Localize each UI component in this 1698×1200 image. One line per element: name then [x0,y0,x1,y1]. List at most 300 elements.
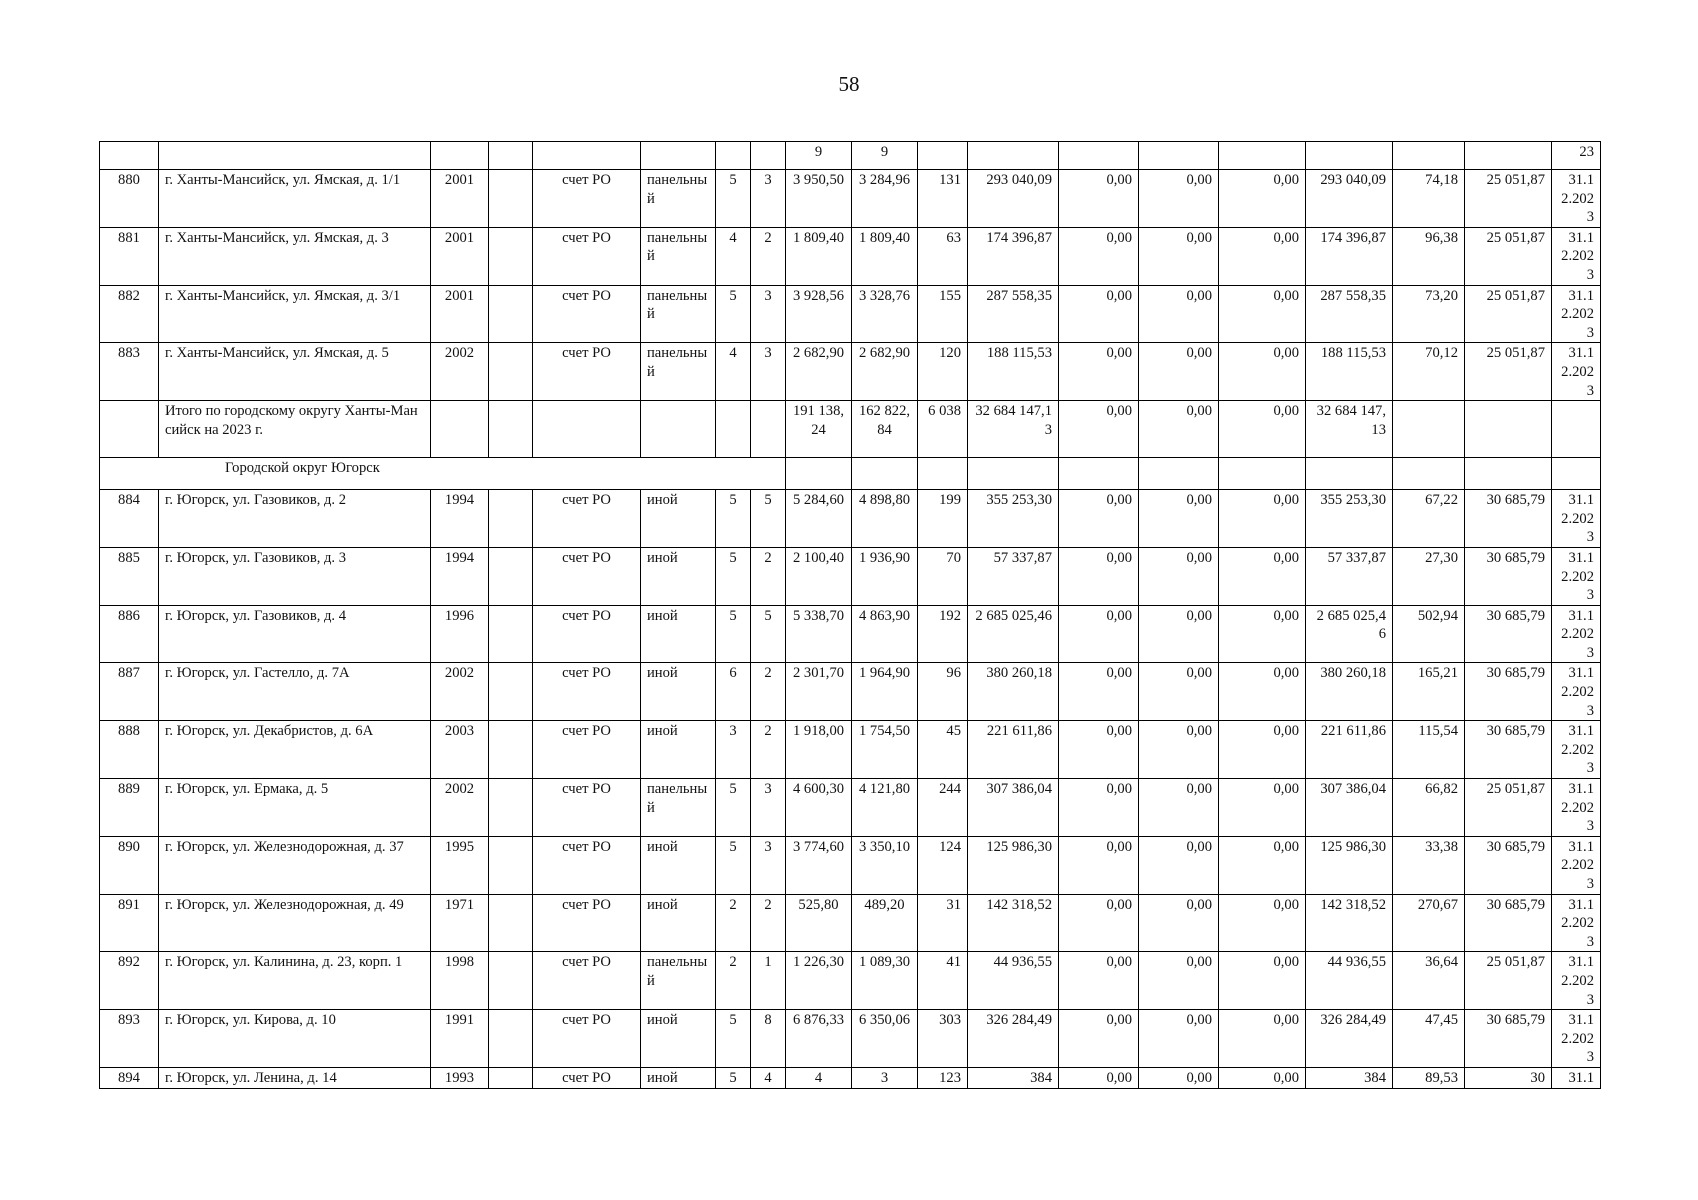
cell-cost-owners: 307 386,04 [1306,779,1393,837]
cell-cost-owners: 221 611,86 [1306,721,1393,779]
cell-fund: счет РО [533,1067,641,1088]
cell-entrances: 3 [751,170,786,228]
cell-empty [489,836,533,894]
cell-area-total: 1 918,00 [786,721,852,779]
cell-empty [100,401,159,458]
cell-fund-a: 0,00 [1059,490,1139,548]
cell-empty [533,401,641,458]
cell-entrances: 5 [751,490,786,548]
cell-fund-a: 0,00 [1059,1067,1139,1088]
table-row [100,952,1601,1010]
cell-area-res: 1 089,30 [852,952,918,1010]
cell-number: 894 [100,1067,159,1088]
cell-empty [489,285,533,343]
cell-number: 889 [100,779,159,837]
cell-wall-type: иной [641,836,716,894]
cell-floors: 5 [716,547,751,605]
cell-people: 96 [918,663,968,721]
table-row [100,285,1601,343]
cell-fund-c: 0,00 [1219,663,1306,721]
cell-number: 891 [100,894,159,952]
cell-fund-a: 0,00 [1059,401,1139,458]
table-row-continuation [100,142,1601,170]
cell-area-total: 2 682,90 [786,343,852,401]
cell-cost-owners: 355 253,30 [1306,490,1393,548]
cell-year: 1993 [431,1067,489,1088]
cell-address: г. Ханты-Мансийск, ул. Ямская, д. 3 [159,227,431,285]
cell-entrances: 2 [751,721,786,779]
table-row [100,547,1601,605]
cell-number: 883 [100,343,159,401]
cell-cost-owners: 44 936,55 [1306,952,1393,1010]
cell-entrances: 2 [751,894,786,952]
cell-fund-a: 0,00 [1059,285,1139,343]
cell-limit: 30 685,79 [1465,894,1552,952]
section-caption: Городской округ Югорск [100,458,786,490]
table-row [100,227,1601,285]
cell-year: 2001 [431,170,489,228]
table-row [100,779,1601,837]
cell-number: 890 [100,836,159,894]
cell-people: 70 [918,547,968,605]
cell-unit-cost: 96,38 [1393,227,1465,285]
table-row [100,605,1601,663]
cell-floors: 4 [716,343,751,401]
cell-number: 886 [100,605,159,663]
cell-cost-owners: 125 986,30 [1306,836,1393,894]
cell-cost-owners: 142 318,52 [1306,894,1393,952]
cell-wall-type: иной [641,1067,716,1088]
cell-number: 884 [100,490,159,548]
cell-people: 123 [918,1067,968,1088]
cell-year: 2002 [431,663,489,721]
cell-floors: 5 [716,285,751,343]
cell-fund: счет РО [533,836,641,894]
cell-wall-type: панельный [641,227,716,285]
table-row [100,894,1601,952]
cell-empty [716,401,751,458]
cell-number: 882 [100,285,159,343]
cell-unit-cost: 36,64 [1393,952,1465,1010]
cell-fund: счет РО [533,227,641,285]
cell-date: 31.12.2023 [1552,170,1601,228]
cell-area-res: 489,20 [852,894,918,952]
cell-area-total: 3 950,50 [786,170,852,228]
cell-date: 31.12.2023 [1552,779,1601,837]
cell-fund-c: 0,00 [1219,343,1306,401]
cell-floors: 5 [716,605,751,663]
cell-fund: счет РО [533,170,641,228]
cell-cost-owners: 287 558,35 [1306,285,1393,343]
cell-floors: 6 [716,663,751,721]
cell-people: 120 [918,343,968,401]
cell-date: 31.12.2023 [1552,490,1601,548]
cell-fund-b: 0,00 [1139,170,1219,228]
cell-wall-type: панельный [641,952,716,1010]
cell-empty [1219,458,1306,490]
cell-wall-type: панельный [641,343,716,401]
cell-fund-c: 0,00 [1219,1010,1306,1068]
cell-entrances: 2 [751,547,786,605]
cell-limit: 30 [1465,1067,1552,1088]
cell-year: 1994 [431,547,489,605]
cell-fund-a: 0,00 [1059,605,1139,663]
cell-date: 31.12.2023 [1552,721,1601,779]
cell-cost: 384 [968,1067,1059,1088]
cell-cost-owners: 384 [1306,1067,1393,1088]
cell-fund-c: 0,00 [1219,779,1306,837]
cell-empty [489,343,533,401]
cell-area-res: 4 121,80 [852,779,918,837]
cell-area-total: 3 774,60 [786,836,852,894]
cell-unit-cost: 33,38 [1393,836,1465,894]
cell-wall-type: иной [641,490,716,548]
cell-limit: 30 685,79 [1465,836,1552,894]
cell-year: 1971 [431,894,489,952]
cell-number: 892 [100,952,159,1010]
cell-empty [489,894,533,952]
cell-empty [641,401,716,458]
cell-fund-c: 0,00 [1219,170,1306,228]
cell-fund-a: 0,00 [1059,721,1139,779]
cell-fund-c: 0,00 [1219,401,1306,458]
cell-wall-type: иной [641,721,716,779]
cell-empty [918,458,968,490]
cell-date: 31.12.2023 [1552,1010,1601,1068]
cell-address: г. Югорск, ул. Газовиков, д. 3 [159,547,431,605]
cell-fund-b: 0,00 [1139,1010,1219,1068]
subtotal-label: Итого по городскому округу Ханты-Мансийск на 2023 г. [159,401,431,458]
cell-area-res: 3 328,76 [852,285,918,343]
cell-wall-type: иной [641,1010,716,1068]
cell-empty [489,401,533,458]
cell-fund-a: 0,00 [1059,952,1139,1010]
cell-area-res: 1 809,40 [852,227,918,285]
cell-fund-c: 0,00 [1219,836,1306,894]
cell-empty [489,605,533,663]
cell-limit: 25 051,87 [1465,952,1552,1010]
cell-address: г. Югорск, ул. Железнодорожная, д. 37 [159,836,431,894]
cell-area-total: 5 284,60 [786,490,852,548]
cell-date: 31.12.2023 [1552,894,1601,952]
cell-empty [489,1067,533,1088]
cell-floors: 5 [716,1067,751,1088]
cell-fund-b: 0,00 [1139,721,1219,779]
cell-area-res: 9 [852,142,918,170]
cell-cost: 174 396,87 [968,227,1059,285]
cell-people: 63 [918,227,968,285]
cell-entrances: 5 [751,605,786,663]
cell-fund-b: 0,00 [1139,401,1219,458]
cell-fund-a: 0,00 [1059,1010,1139,1068]
cell-empty [1465,401,1552,458]
cell-area-total: 525,80 [786,894,852,952]
cell-entrances: 8 [751,1010,786,1068]
cell-entrances: 3 [751,285,786,343]
cell-limit: 25 051,87 [1465,170,1552,228]
cell-fund-b: 0,00 [1139,663,1219,721]
cell-area-total: 6 876,33 [786,1010,852,1068]
table-body [100,142,1601,1089]
cell-date: 23 [1552,142,1601,170]
cell-fund-b: 0,00 [1139,285,1219,343]
cell-address: г. Ханты-Мансийск, ул. Ямская, д. 1/1 [159,170,431,228]
table-row-section [100,458,1601,490]
cell-floors: 4 [716,227,751,285]
cell-year: 1996 [431,605,489,663]
cell-entrances: 3 [751,779,786,837]
cell-empty [1393,401,1465,458]
cell-number: 880 [100,170,159,228]
cell-empty [489,1010,533,1068]
cell-wall-type: панельный [641,285,716,343]
cell-fund-a: 0,00 [1059,170,1139,228]
cell-limit: 25 051,87 [1465,227,1552,285]
cell-fund: счет РО [533,605,641,663]
cell-empty [852,458,918,490]
cell-date: 31.12.2023 [1552,663,1601,721]
cell-fund-b: 0,00 [1139,227,1219,285]
cell-limit: 30 685,79 [1465,1010,1552,1068]
table-row [100,663,1601,721]
cell-fund-c: 0,00 [1219,285,1306,343]
cell-fund-c: 0,00 [1219,605,1306,663]
cell-fund: счет РО [533,547,641,605]
cell-area-total: 3 928,56 [786,285,852,343]
cell-address: г. Югорск, ул. Ленина, д. 14 [159,1067,431,1088]
cell-unit-cost: 67,22 [1393,490,1465,548]
cell-fund-b: 0,00 [1139,779,1219,837]
table-row [100,170,1601,228]
cell-cost: 307 386,04 [968,779,1059,837]
cell-cost: 188 115,53 [968,343,1059,401]
cell-empty [1139,458,1219,490]
cell-cost: 142 318,52 [968,894,1059,952]
cell-fund-b: 0,00 [1139,490,1219,548]
table-row [100,836,1601,894]
cell-date: 31.12.2023 [1552,285,1601,343]
cell-limit: 30 685,79 [1465,490,1552,548]
cell-wall-type: панельный [641,779,716,837]
cell-people: 31 [918,894,968,952]
cell-unit-cost: 70,12 [1393,343,1465,401]
cell-fund-a: 0,00 [1059,343,1139,401]
table-row [100,1067,1601,1088]
cell-fund: счет РО [533,343,641,401]
cell-cost-owners: 32 684 147,13 [1306,401,1393,458]
cell-empty [431,401,489,458]
cell-fund-c: 0,00 [1219,894,1306,952]
cell-fund-b: 0,00 [1139,605,1219,663]
cell-floors: 5 [716,1010,751,1068]
cell-address: г. Ханты-Мансийск, ул. Ямская, д. 5 [159,343,431,401]
cell-area-res: 1 754,50 [852,721,918,779]
cell-area-res: 1 936,90 [852,547,918,605]
cell-floors: 5 [716,779,751,837]
cell-unit-cost: 73,20 [1393,285,1465,343]
cell-area-res: 3 [852,1067,918,1088]
cell-cost: 355 253,30 [968,490,1059,548]
cell-address: г. Югорск, ул. Газовиков, д. 4 [159,605,431,663]
table-row [100,343,1601,401]
cell-fund-b: 0,00 [1139,836,1219,894]
cell-empty [489,227,533,285]
cell-fund: счет РО [533,721,641,779]
cell-people: 45 [918,721,968,779]
cell-entrances: 3 [751,343,786,401]
cell-fund-c: 0,00 [1219,721,1306,779]
cell-area-res: 1 964,90 [852,663,918,721]
cell-date: 31.1 [1552,1067,1601,1088]
cell-cost: 221 611,86 [968,721,1059,779]
cell-limit: 25 051,87 [1465,285,1552,343]
cell-fund-a: 0,00 [1059,836,1139,894]
cell-area-total: 5 338,70 [786,605,852,663]
cell-fund: счет РО [533,663,641,721]
cell-fund-c: 0,00 [1219,547,1306,605]
cell-fund-a: 0,00 [1059,663,1139,721]
cell-limit: 30 685,79 [1465,663,1552,721]
cell-fund-a: 0,00 [1059,547,1139,605]
cell-number: 885 [100,547,159,605]
cell-entrances: 2 [751,663,786,721]
cell-entrances: 3 [751,836,786,894]
cell-area-res: 2 682,90 [852,343,918,401]
cell-floors: 3 [716,721,751,779]
cell-year: 2002 [431,779,489,837]
cell-area-total: 1 809,40 [786,227,852,285]
table-row [100,1010,1601,1068]
cell-area-res: 4 863,90 [852,605,918,663]
cell-unit-cost: 270,67 [1393,894,1465,952]
cell-people: 155 [918,285,968,343]
cell-cost: 125 986,30 [968,836,1059,894]
cell-fund-c: 0,00 [1219,227,1306,285]
cell-wall-type: иной [641,663,716,721]
cell-fund: счет РО [533,952,641,1010]
cell-limit: 30 685,79 [1465,547,1552,605]
cell-empty [786,458,852,490]
cell-address: г. Югорск, ул. Гастелло, д. 7А [159,663,431,721]
cell-empty [751,401,786,458]
cell-area-res: 162 822,84 [852,401,918,458]
cell-floors: 5 [716,170,751,228]
cell-empty [489,547,533,605]
cell-cost: 57 337,87 [968,547,1059,605]
cell-area-total: 9 [786,142,852,170]
cell-address: г. Югорск, ул. Кирова, д. 10 [159,1010,431,1068]
cell-unit-cost: 115,54 [1393,721,1465,779]
cell-fund-b: 0,00 [1139,547,1219,605]
cell-people: 199 [918,490,968,548]
cell-date: 31.12.2023 [1552,605,1601,663]
cell-cost: 2 685 025,46 [968,605,1059,663]
cell-year: 1991 [431,1010,489,1068]
cell-date: 31.12.2023 [1552,547,1601,605]
cell-fund: счет РО [533,1010,641,1068]
cell-cost-owners: 293 040,09 [1306,170,1393,228]
cell-people: 244 [918,779,968,837]
cell-fund-b: 0,00 [1139,343,1219,401]
cell-number: 881 [100,227,159,285]
cell-entrances: 1 [751,952,786,1010]
cell-wall-type: иной [641,547,716,605]
cell-fund: счет РО [533,894,641,952]
cell-entrances: 4 [751,1067,786,1088]
cell-empty [968,458,1059,490]
cell-year: 1994 [431,490,489,548]
cell-year: 2003 [431,721,489,779]
cell-unit-cost: 74,18 [1393,170,1465,228]
cell-empty [1552,401,1601,458]
cell-fund-a: 0,00 [1059,894,1139,952]
cell-fund: счет РО [533,779,641,837]
cell-year: 2001 [431,227,489,285]
cell-address: г. Югорск, ул. Газовиков, д. 2 [159,490,431,548]
cell-area-total: 2 100,40 [786,547,852,605]
cell-area-total: 4 600,30 [786,779,852,837]
cell-area-res: 6 350,06 [852,1010,918,1068]
cell-cost: 32 684 147,13 [968,401,1059,458]
cell-fund-c: 0,00 [1219,952,1306,1010]
cell-year: 1998 [431,952,489,1010]
cell-unit-cost: 165,21 [1393,663,1465,721]
cell-empty [489,952,533,1010]
table-row [100,721,1601,779]
cell-empty [1465,458,1552,490]
table-row-subtotal [100,401,1601,458]
cell-fund: счет РО [533,490,641,548]
cell-entrances: 2 [751,227,786,285]
cell-area-total: 1 226,30 [786,952,852,1010]
cell-cost: 326 284,49 [968,1010,1059,1068]
page-number: 58 [838,72,860,96]
cell-address: г. Югорск, ул. Ермака, д. 5 [159,779,431,837]
cell-wall-type: панельный [641,170,716,228]
housing-registry-table [99,141,1601,1089]
cell-year: 2002 [431,343,489,401]
cell-area-total: 4 [786,1067,852,1088]
cell-address: г. Ханты-Мансийск, ул. Ямская, д. 3/1 [159,285,431,343]
cell-people: 192 [918,605,968,663]
cell-unit-cost: 66,82 [1393,779,1465,837]
cell-empty [1393,458,1465,490]
cell-cost: 44 936,55 [968,952,1059,1010]
cell-area-res: 3 284,96 [852,170,918,228]
cell-date: 31.12.2023 [1552,836,1601,894]
cell-cost-owners: 380 260,18 [1306,663,1393,721]
cell-fund-b: 0,00 [1139,952,1219,1010]
cell-number: 893 [100,1010,159,1068]
cell-date: 31.12.2023 [1552,227,1601,285]
cell-people: 41 [918,952,968,1010]
cell-empty [489,170,533,228]
cell-empty [1552,458,1601,490]
cell-fund-c: 0,00 [1219,490,1306,548]
cell-people: 131 [918,170,968,228]
cell-cost: 380 260,18 [968,663,1059,721]
cell-people: 6 038 [918,401,968,458]
cell-date: 31.12.2023 [1552,952,1601,1010]
cell-limit: 30 685,79 [1465,605,1552,663]
cell-fund-c: 0,00 [1219,1067,1306,1088]
cell-unit-cost: 89,53 [1393,1067,1465,1088]
cell-floors: 5 [716,836,751,894]
cell-year: 1995 [431,836,489,894]
cell-fund-b: 0,00 [1139,894,1219,952]
cell-fund: счет РО [533,285,641,343]
cell-floors: 2 [716,894,751,952]
